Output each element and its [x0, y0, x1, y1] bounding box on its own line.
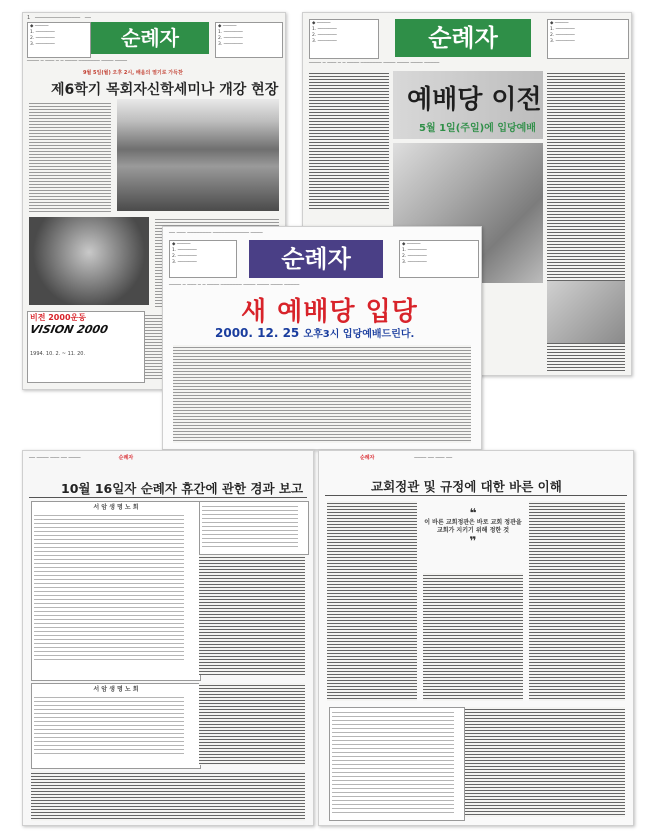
paper3-subhead: [215, 325, 414, 340]
paper3-headline: 새 예배당 입당: [241, 297, 418, 327]
newspaper-page-4: [22, 450, 314, 826]
paper4-right-text-2: [199, 683, 305, 765]
paper1-masthead: 순례자: [91, 22, 209, 54]
paper1-seminar-photo: [117, 99, 279, 211]
paper3-index-box-right: ◆ ───── 1. ─────── 2. ─────── 3. ───────: [399, 240, 479, 278]
paper5-document-scan: [329, 707, 465, 821]
paper1-subhead: 9월 5일(월) 오후 2시, 배움의 열기로 가득찬: [83, 70, 183, 76]
paper4-bottom-text: [31, 771, 305, 821]
paper2-publisher-line: ──── ─ ─── ─ ─ ──── ─────── ──── ──── ──── ─────: [309, 60, 440, 66]
paper5-col-3: [529, 501, 625, 701]
paper4-document-scan-3: [31, 683, 201, 769]
newspaper-page-5: [318, 450, 634, 826]
paper3-issue-line: ── ─── ──────── ──────────── ────: [169, 230, 263, 236]
paper4-document-scan-1: [31, 501, 201, 681]
paper1-vision-logo: VISION 2000: [28, 323, 110, 336]
newspaper-page-3: [162, 226, 482, 450]
paper4-issue-line: ── ──── ─── ── ──── 순례자: [29, 455, 134, 461]
paper5-doc-lines: [332, 709, 454, 813]
paper5-bottom-text: [465, 707, 625, 817]
paper3-article-text: [173, 345, 471, 443]
paper4-document-scan-2: [199, 501, 309, 555]
paper1-vision-box: [27, 311, 145, 383]
paper4-doc-title-2: 서 암 생 명 노 회: [93, 686, 139, 693]
paper2-index-box-right: ◆ ───── 1. ─────── 2. ─────── 3. ───────: [547, 19, 629, 59]
paper5-quote-close: ❞: [469, 534, 477, 548]
paper1-article-text: [29, 101, 111, 213]
paper5-col-1: [327, 501, 417, 701]
paper2-building-photo-small: [547, 281, 625, 343]
paper5-pullquote-text: 이 바른 교회정관은 바로 교회 정관을 교회가 지키기 위해 정한 것: [424, 519, 522, 534]
paper2-article-text: [309, 71, 389, 211]
paper3-index-box-left: ◆ ───── 1. ─────── 2. ─────── 3. ───────: [169, 240, 237, 278]
paper3-subhead-date: 2000. 12. 25: [215, 326, 300, 340]
paper4-right-text: [199, 555, 305, 675]
paper1-headline: 제6학기 목회자신학세미나 개강 현장: [51, 82, 279, 98]
paper3-masthead: 순례자: [249, 240, 383, 278]
paper5-headline: 교회정관 및 규정에 대한 바른 이해: [371, 479, 562, 494]
paper1-portrait-photo: [29, 217, 149, 305]
paper5-issue-line: 순례자 ──── ── ─── ──: [359, 455, 453, 461]
paper2-headline: 예배당 이전: [407, 85, 542, 115]
paper1-index-box-left: ◆ ───── 1. ─────── 2. ─────── 3. ───────: [27, 22, 91, 58]
paper4-doc-lines-1: [34, 512, 184, 662]
paper2-index-box-left: ◆ ───── 1. ─────── 2. ─────── 3. ───────: [309, 19, 379, 59]
paper4-headline: 10월 16일자 순례자 휴간에 관한 경과 보고: [61, 481, 304, 496]
paper3-publisher-line: ──── ─ ─── ─ ─ ──── ─────── ──── ──── ──── ─────: [169, 282, 300, 288]
paper4-doc-title-1: 서 암 생 명 노 회: [93, 504, 139, 511]
paper3-subhead-rest: 오후3시 입당예배드린다.: [303, 329, 415, 340]
paper1-publisher-line: ──── ─ ─── ─ ─ ──── ─────── ──── ────: [27, 58, 128, 64]
paper1-issue-line: 1 ─────────────── ──: [27, 15, 91, 21]
paper4-doc-lines-2: [202, 503, 298, 547]
paper5-col-2: [423, 573, 523, 701]
paper4-doc-lines-3: [34, 694, 184, 754]
paper1-index-box-right: ◆ ───── 1. ─────── 2. ─────── 3. ───────: [215, 22, 283, 58]
paper1-vision-title: 비전 2000운동: [30, 313, 86, 322]
paper1-vision-date: 1994. 10. 2. ~ 11. 20.: [30, 351, 86, 357]
paper2-subhead: 5월 1일(주일)에 입당예배: [419, 123, 536, 134]
paper2-masthead: 순례자: [395, 19, 531, 57]
paper5-pullquote: [423, 507, 523, 567]
paper4-rule: [29, 497, 307, 498]
paper5-quote-open: ❝: [469, 506, 477, 520]
paper5-rule: [325, 495, 627, 496]
